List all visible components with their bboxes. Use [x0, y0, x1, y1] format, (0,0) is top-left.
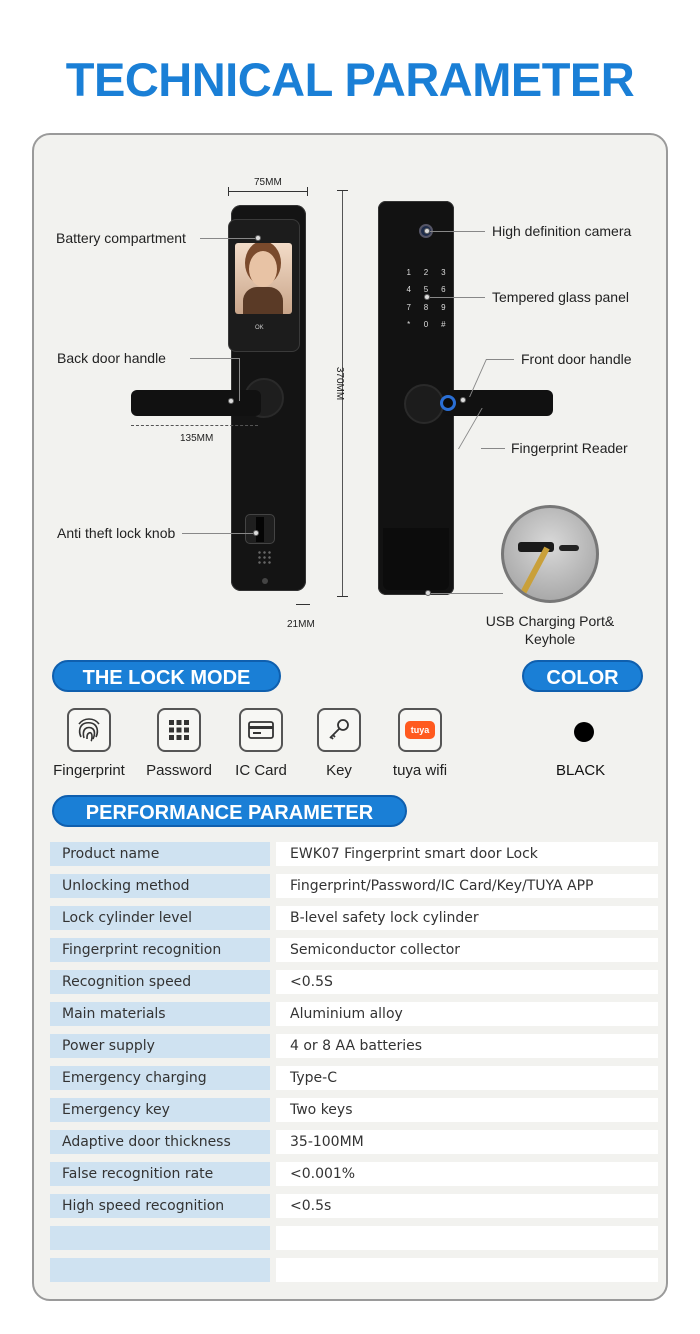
leader-line — [431, 593, 503, 594]
param-value: B-level safety lock cylinder — [276, 906, 658, 930]
dim-tick — [337, 596, 348, 597]
usb-zoom-circle — [501, 505, 599, 603]
keypad-key: 1 — [406, 268, 411, 277]
lock-diagram — [0, 0, 700, 660]
leader-line — [190, 358, 240, 359]
lock-mode-label: Password — [146, 762, 212, 779]
leader-dot — [255, 235, 261, 241]
table-row — [50, 1002, 658, 1026]
lock-mode-label: tuya wifi — [392, 762, 448, 779]
face-image — [249, 251, 277, 287]
param-key: Unlocking method — [50, 874, 270, 898]
performance-heading: PERFORMANCE PARAMETER — [52, 795, 407, 827]
param-value: <0.5S — [276, 970, 658, 994]
performance-table — [50, 842, 658, 1290]
leader-dot — [424, 294, 430, 300]
keypad-key: 8 — [423, 302, 429, 312]
param-value: 4 or 8 AA batteries — [276, 1034, 658, 1058]
lock-mode-fingerprint — [49, 708, 129, 779]
param-key: Emergency key — [50, 1098, 270, 1122]
page-title: TECHNICAL PARAMETER — [65, 53, 635, 106]
color-heading: COLOR — [522, 660, 643, 692]
dim-depth-label: 21MM — [287, 619, 315, 630]
table-row — [50, 1098, 658, 1122]
fingerprint-icon — [67, 708, 111, 752]
fingerprint-reader — [440, 395, 456, 411]
leader-dot — [424, 228, 430, 234]
param-key: Emergency charging — [50, 1066, 270, 1090]
callout-back-handle: Back door handle — [57, 350, 166, 366]
param-key: High speed recognition — [50, 1194, 270, 1218]
back-screen — [235, 243, 292, 314]
keypad-key: 5 — [423, 285, 429, 295]
param-value: Aluminium alloy — [276, 1002, 658, 1026]
back-keyhole — [262, 578, 268, 584]
param-value: <0.001% — [276, 1162, 658, 1186]
leader-line — [430, 297, 485, 298]
table-row-empty — [50, 1258, 658, 1282]
table-row — [50, 842, 658, 866]
lock-mode-label: IC Card — [235, 762, 287, 779]
table-row — [50, 938, 658, 962]
keypad-key: 6 — [441, 285, 446, 295]
callout-front-handle: Front door handle — [521, 351, 632, 367]
leader-dot — [253, 530, 259, 536]
keypad-key: 4 — [406, 285, 411, 295]
key-icon — [317, 708, 361, 752]
param-key: Power supply — [50, 1034, 270, 1058]
param-value: Semiconductor collector — [276, 938, 658, 962]
table-row — [50, 874, 658, 898]
param-key — [50, 1226, 270, 1250]
callout-anti-theft: Anti theft lock knob — [57, 525, 176, 541]
lock-mode-password — [139, 708, 219, 779]
table-row — [50, 1130, 658, 1154]
keypad-key: 7 — [406, 302, 411, 312]
back-door-handle — [131, 390, 261, 416]
leader-line — [200, 238, 257, 239]
dim-tick — [307, 187, 308, 196]
leader-line — [430, 231, 485, 232]
dim-width-label: 75MM — [254, 177, 282, 188]
table-row — [50, 1066, 658, 1090]
table-row — [50, 906, 658, 930]
dim-handle-line — [131, 425, 258, 426]
color-swatch-black — [574, 722, 594, 742]
callout-glass: Tempered glass panel — [492, 289, 629, 305]
front-panel-lower — [383, 528, 449, 590]
table-row — [50, 1162, 658, 1186]
shoulders-shape — [243, 287, 283, 314]
keypad-key: 0 — [423, 319, 429, 329]
param-value: EWK07 Fingerprint smart door Lock — [276, 842, 658, 866]
table-row — [50, 1034, 658, 1058]
param-key: Main materials — [50, 1002, 270, 1026]
usb-port — [559, 545, 579, 551]
leader-dot — [460, 397, 466, 403]
param-key: Product name — [50, 842, 270, 866]
param-value: 35-100MM — [276, 1130, 658, 1154]
lock-mode-heading: THE LOCK MODE — [52, 660, 281, 692]
keypad-key: 9 — [441, 302, 446, 312]
screen-ok-label: OK — [255, 325, 264, 331]
param-value: <0.5s — [276, 1194, 658, 1218]
front-handle-rose — [404, 384, 444, 424]
leader-line — [239, 358, 240, 401]
vent-holes — [257, 550, 271, 564]
dim-tick — [337, 190, 348, 191]
keypad-icon — [157, 708, 201, 752]
param-value: Type-C — [276, 1066, 658, 1090]
lock-mode-ic-card — [221, 708, 301, 779]
front-door-handle — [443, 390, 553, 416]
lock-mode-label: Fingerprint — [53, 762, 125, 779]
dim-handle-label: 135MM — [180, 433, 214, 444]
tuya-badge: tuya — [405, 721, 435, 739]
leader-line — [486, 359, 514, 360]
leader-line — [481, 448, 505, 449]
lock-mode-label: Key — [326, 762, 352, 779]
dim-tick — [228, 187, 229, 196]
lock-mode-key — [299, 708, 379, 779]
param-value: Fingerprint/Password/IC Card/Key/TUYA APP — [276, 874, 658, 898]
param-value: Two keys — [276, 1098, 658, 1122]
lock-mode-tuya — [380, 708, 460, 779]
keypad-key: # — [441, 319, 446, 329]
param-key: Fingerprint recognition — [50, 938, 270, 962]
keypad-key: * — [407, 319, 411, 329]
table-row — [50, 970, 658, 994]
dim-width-line — [228, 191, 308, 192]
dim-height-label: 370MM — [334, 366, 346, 401]
leader-line — [182, 533, 254, 534]
param-value — [276, 1226, 658, 1250]
callout-camera: High definition camera — [492, 223, 632, 239]
param-key: Lock cylinder level — [50, 906, 270, 930]
callout-fingerprint: Fingerprint Reader — [511, 440, 628, 456]
front-keypad — [400, 268, 452, 334]
param-key: Adaptive door thickness — [50, 1130, 270, 1154]
callout-battery: Battery compartment — [56, 230, 186, 246]
keypad-key: 2 — [423, 268, 429, 277]
card-icon — [239, 708, 283, 752]
callout-usb-line2: Keyhole — [524, 631, 576, 647]
param-key: Recognition speed — [50, 970, 270, 994]
param-key — [50, 1258, 270, 1282]
tuya-icon — [398, 708, 442, 752]
table-row — [50, 1194, 658, 1218]
table-row-empty — [50, 1226, 658, 1250]
brass-key — [519, 547, 550, 598]
keypad-key: 3 — [441, 268, 446, 277]
param-key: False recognition rate — [50, 1162, 270, 1186]
dim-depth-line — [296, 604, 310, 605]
color-label: BLACK — [556, 762, 606, 779]
leader-dot — [228, 398, 234, 404]
param-value — [276, 1258, 658, 1282]
callout-usb-line1: USB Charging Port& — [485, 613, 615, 629]
